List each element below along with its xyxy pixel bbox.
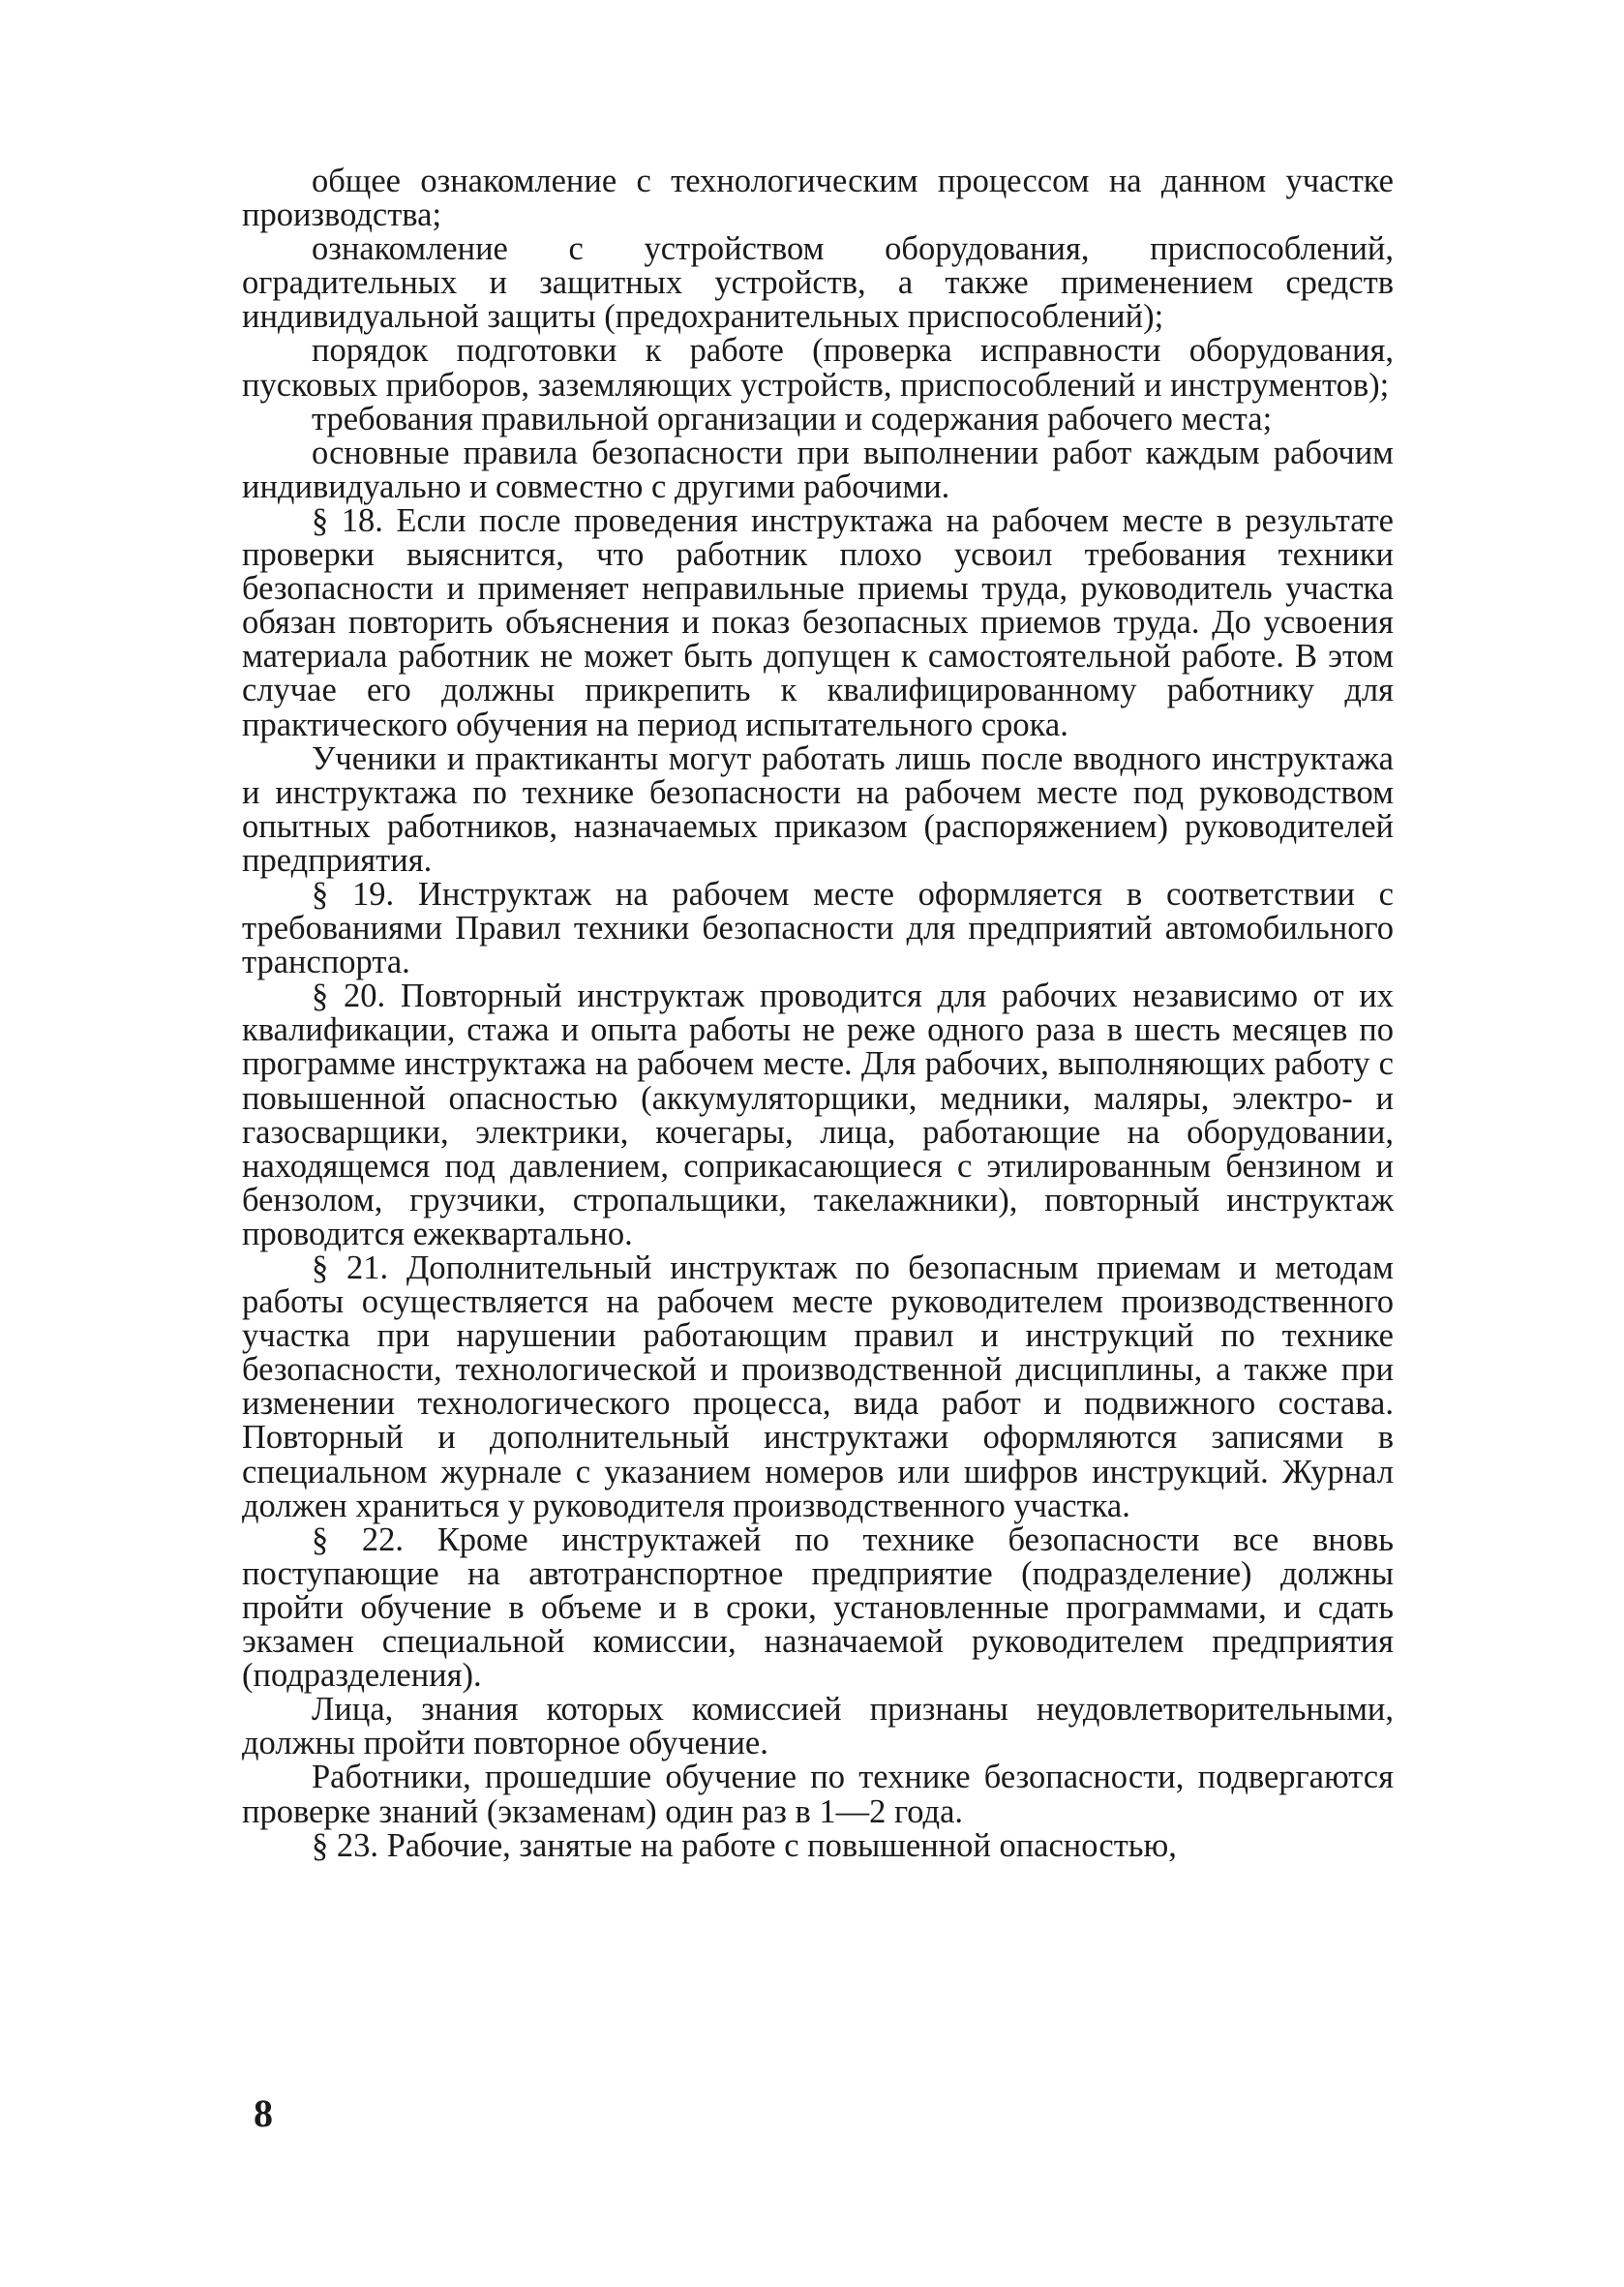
paragraph-equipment: ознакомление с устройством оборудования, приспособлений, оградительных и защитных устройств, а также применением средств индивидуальной защиты (предохранительных приспособлений);: [242, 230, 1394, 336]
paragraph-apprentices: Ученики и практиканты могут работать лишь после вводного инструктажа и инструктажа по технике безопасности на рабочем месте под руководством опытных работников, назначаемых приказом (распоряжением) руководителей предприятия.: [242, 739, 1394, 879]
paragraph-intro-process: общее ознакомление с технологическим процессом на данном участке производства;: [242, 163, 1394, 234]
section-23: § 23. Рабочие, занятые на работе с повышенной опасностью,: [312, 1826, 1177, 1864]
paragraph-preparation: порядок подготовки к работе (проверка исправности оборудования, пусковых приборов, заземляющих устройств, приспособлений и инструментов);: [242, 332, 1394, 404]
paragraph-knowledge-check: Работники, прошедшие обучение по технике безопасности, подвергаются проверке знаний (экзаменам) один раз в 1—2 года.: [242, 1759, 1394, 1830]
section-18: § 18. Если после проведения инструктажа на рабочем месте в результате проверки выяснится, что работник плохо усвоил требования техники безопасности и применяет неправильные приемы труда, руководитель участка обязан повторить объяснения и показ безопасных приемов труда. До усвоения материала работник не может быть допущен к самостоятельной работе. В этом случае его должны прикрепить к квалифицированному работнику для практического обучения на период испытательного срока.: [242, 501, 1394, 743]
section-21: § 21. Дополнительный инструктаж по безопасным приемам и методам работы осуществляется на рабочем месте руководителем производственного участка при нарушении работающим правил и инструкций по технике безопасности, технологической и производственной дисциплины, а также при изменении технологического процесса, вида работ и подвижного состава. Повторный и дополнительный инструктажи оформляются записями в специальном журнале с указанием номеров или шифров инструкций. Журнал должен храниться у руководителя производственного участка.: [242, 1249, 1394, 1524]
body-text: [242, 165, 1394, 1863]
section-20: § 20. Повторный инструктаж проводится для рабочих независимо от их квалификации, стажа и опыта работы не реже одного раза в шесть месяцев по программе инструктажа на рабочем месте. Для рабочих, выполняющих работу с повышенной опасностью (аккумуляторщики, медники, маляры, электро- и газосварщики, электрики, кочегары, лица, работающие на оборудовании, находящемся под давлением, соприкасающиеся с этилированным бензином и бензолом, грузчики, стропальщики, такелажники), повторный инструктаж проводится ежеквартально.: [242, 978, 1394, 1252]
paragraph-failed-exam: Лица, знания которых комиссией признаны неудовлетворительными, должны пройти повторное обучение.: [242, 1691, 1394, 1762]
paragraph-workplace: требования правильной организации и содержания рабочего места;: [312, 400, 1273, 437]
section-19: § 19. Инструктаж на рабочем месте оформляется в соответствии с требованиями Правил техники безопасности для предприятий автомобильного транспорта.: [242, 875, 1394, 981]
page-number: 8: [254, 2091, 273, 2135]
section-22: § 22. Кроме инструктажей по технике безопасности все вновь поступающие на автотранспортное предприятие (подразделение) должны пройти обучение в объеме и в сроки, установленные программами, и сдать экзамен специальной комиссии, назначаемой руководителем предприятия (подразделения).: [242, 1520, 1394, 1695]
paragraph-safety-rules: основные правила безопасности при выполнении работ каждым рабочим индивидуально и совместно с другими рабочими.: [242, 434, 1394, 505]
